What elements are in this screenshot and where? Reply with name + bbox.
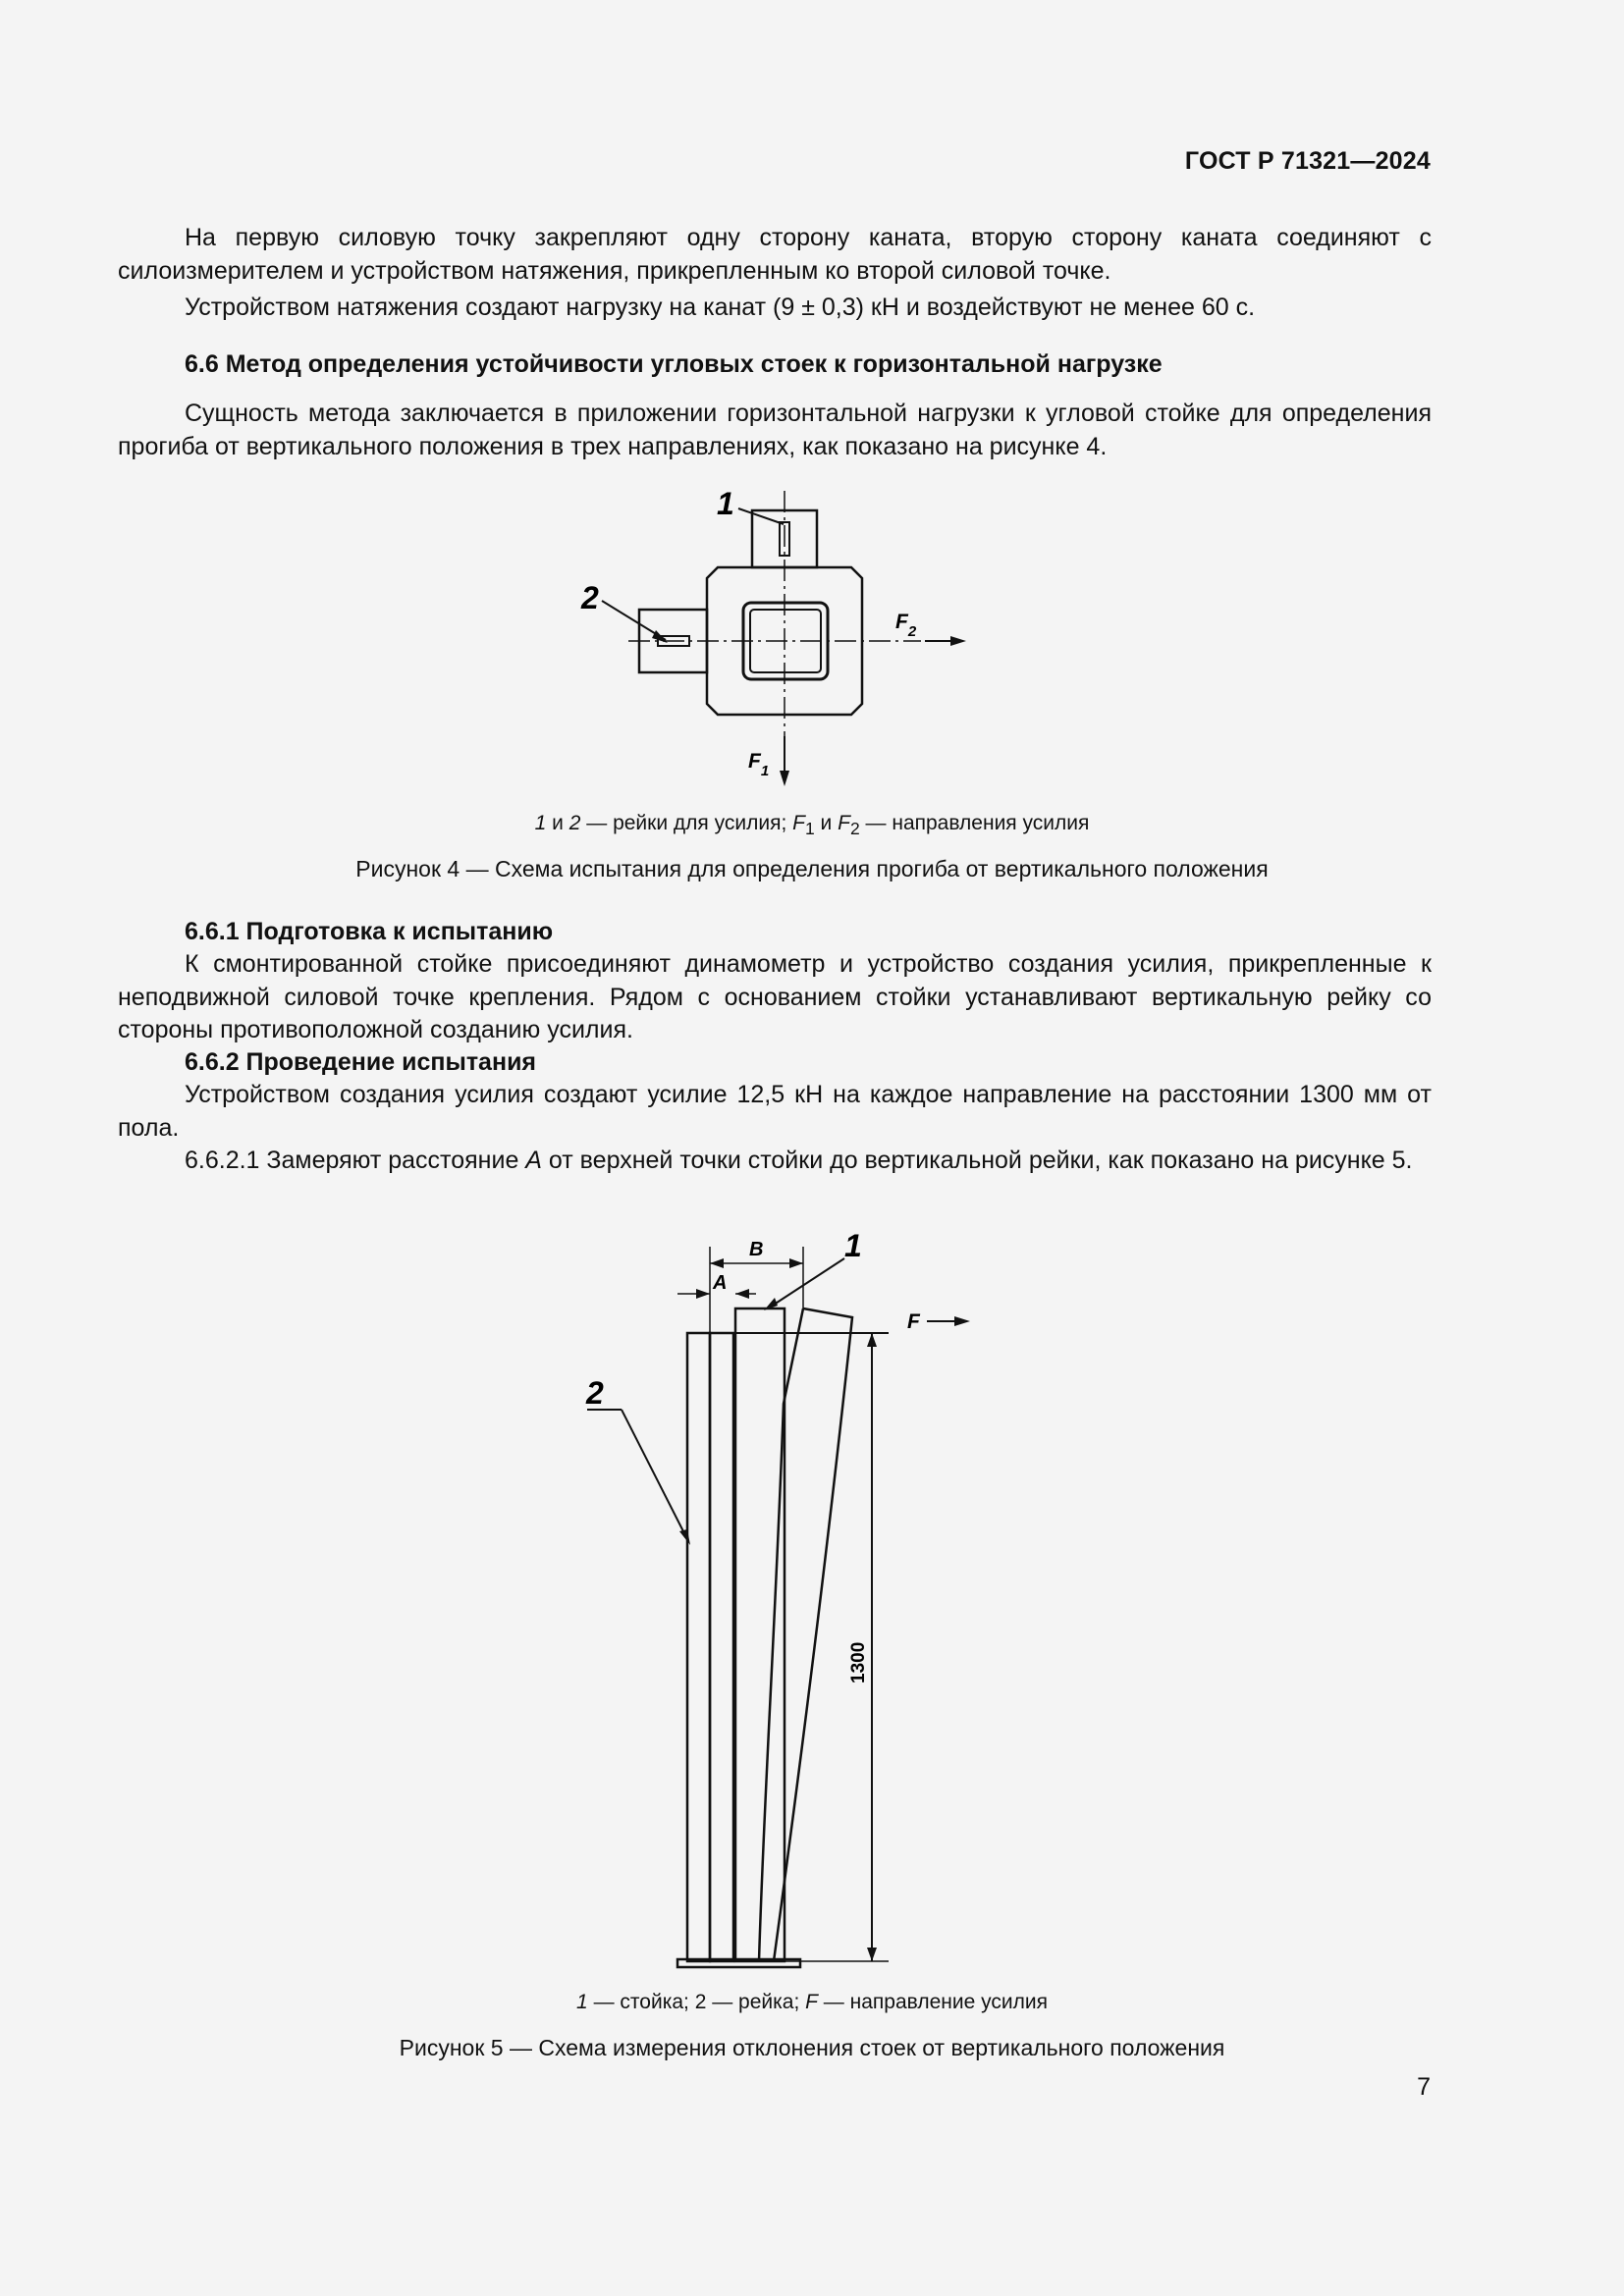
paragraph-test-preparation: К смонтированной стойке присоединяют динамометр и устройство создания усилия, прикрепленные к неподвижной силовой точке крепления. Рядом с основанием стойки устанавливают вертикальную рейку со стороны противоположной созданию усилия.: [118, 950, 1432, 1043]
force-arrowhead: [954, 1316, 970, 1326]
figure-5-caption: Рисунок 5 — Схема измерения отклонения стоек от вертикального положения: [399, 2035, 1225, 2060]
fig4-label-1: 1: [717, 486, 734, 521]
dim-a-arrow-left: [696, 1289, 710, 1299]
document-code: ГОСТ Р 71321—2024: [1184, 147, 1431, 175]
paragraph-rope-attachment: На первую силовую точку закрепляют одну сторону каната, вторую сторону каната соединяют с силоизмерителем и устройством натяжения, прикрепленным ко второй силовой точке.: [118, 224, 1432, 285]
fig4-label-2: 2: [581, 580, 599, 615]
paragraph-measure-distance: 6.6.2.1 Замеряют расстояние A от верхней точки стойки до вертикальной рейки, как показано на рисунке 5.: [185, 1147, 1413, 1174]
force-label: F: [907, 1310, 920, 1333]
section-heading-6-6-2: 6.6.2 Проведение испытания: [185, 1048, 537, 1076]
height-dimension-label: 1300: [848, 1641, 869, 1683]
vertical-rail: [687, 1333, 710, 1961]
section-heading-6-6-1: 6.6.1 Подготовка к испытанию: [185, 918, 554, 945]
post-deflected-inner: [759, 1308, 803, 1961]
base-plate: [677, 1959, 800, 1967]
leader-line-post: [768, 1258, 844, 1308]
height-arrow-top: [867, 1333, 877, 1347]
dim-a-label: A: [713, 1272, 728, 1294]
fig5-label-2: 2: [586, 1375, 604, 1411]
paragraph-tension-load: Устройством натяжения создают нагрузку на канат (9 ± 0,3) кН и воздействуют не менее 60 с.: [185, 294, 1256, 321]
post-straight-section: [710, 1333, 733, 1961]
post-upright: [735, 1308, 785, 1961]
dim-a-arrow-right: [735, 1289, 749, 1299]
figure-4-caption: Рисунок 4 — Схема испытания для определения прогиба от вертикального положения: [355, 856, 1269, 881]
page-number: 7: [1417, 2073, 1431, 2101]
leader-line-rail: [622, 1410, 687, 1539]
dim-b-arrow-right: [789, 1258, 803, 1268]
dim-b-arrow-left: [710, 1258, 724, 1268]
fig5-label-1: 1: [844, 1228, 862, 1263]
paragraph-method-essence: Сущность метода заключается в приложении горизонтальной нагрузки к угловой стойке для определения прогиба от вертикального положения в трех направлениях, как показано на рисунке 4.: [118, 400, 1432, 460]
leader-rail-arrowhead: [679, 1529, 690, 1545]
figure-4-legend: 1 и 2 — рейки для усилия; $F_1$ и $F_2$ — направления усилия: [534, 812, 1090, 839]
paragraph-test-execution: Устройством создания усилия создают усилие 12,5 кН на каждое направление на расстоянии 1300 мм от пола.: [118, 1081, 1432, 1142]
figure-5-legend: 1 — стойка; 2 — рейка; F — направление усилия: [576, 1991, 1048, 2013]
section-heading-6-6: 6.6 Метод определения устойчивости угловых стоек к горизонтальной нагрузке: [185, 350, 1163, 378]
dim-b-label: B: [749, 1239, 764, 1260]
height-arrow-bottom: [867, 1948, 877, 1961]
fig4-f2-label: $F_2$: [895, 611, 917, 640]
fig4-f1-label: $F_1$: [748, 750, 770, 779]
